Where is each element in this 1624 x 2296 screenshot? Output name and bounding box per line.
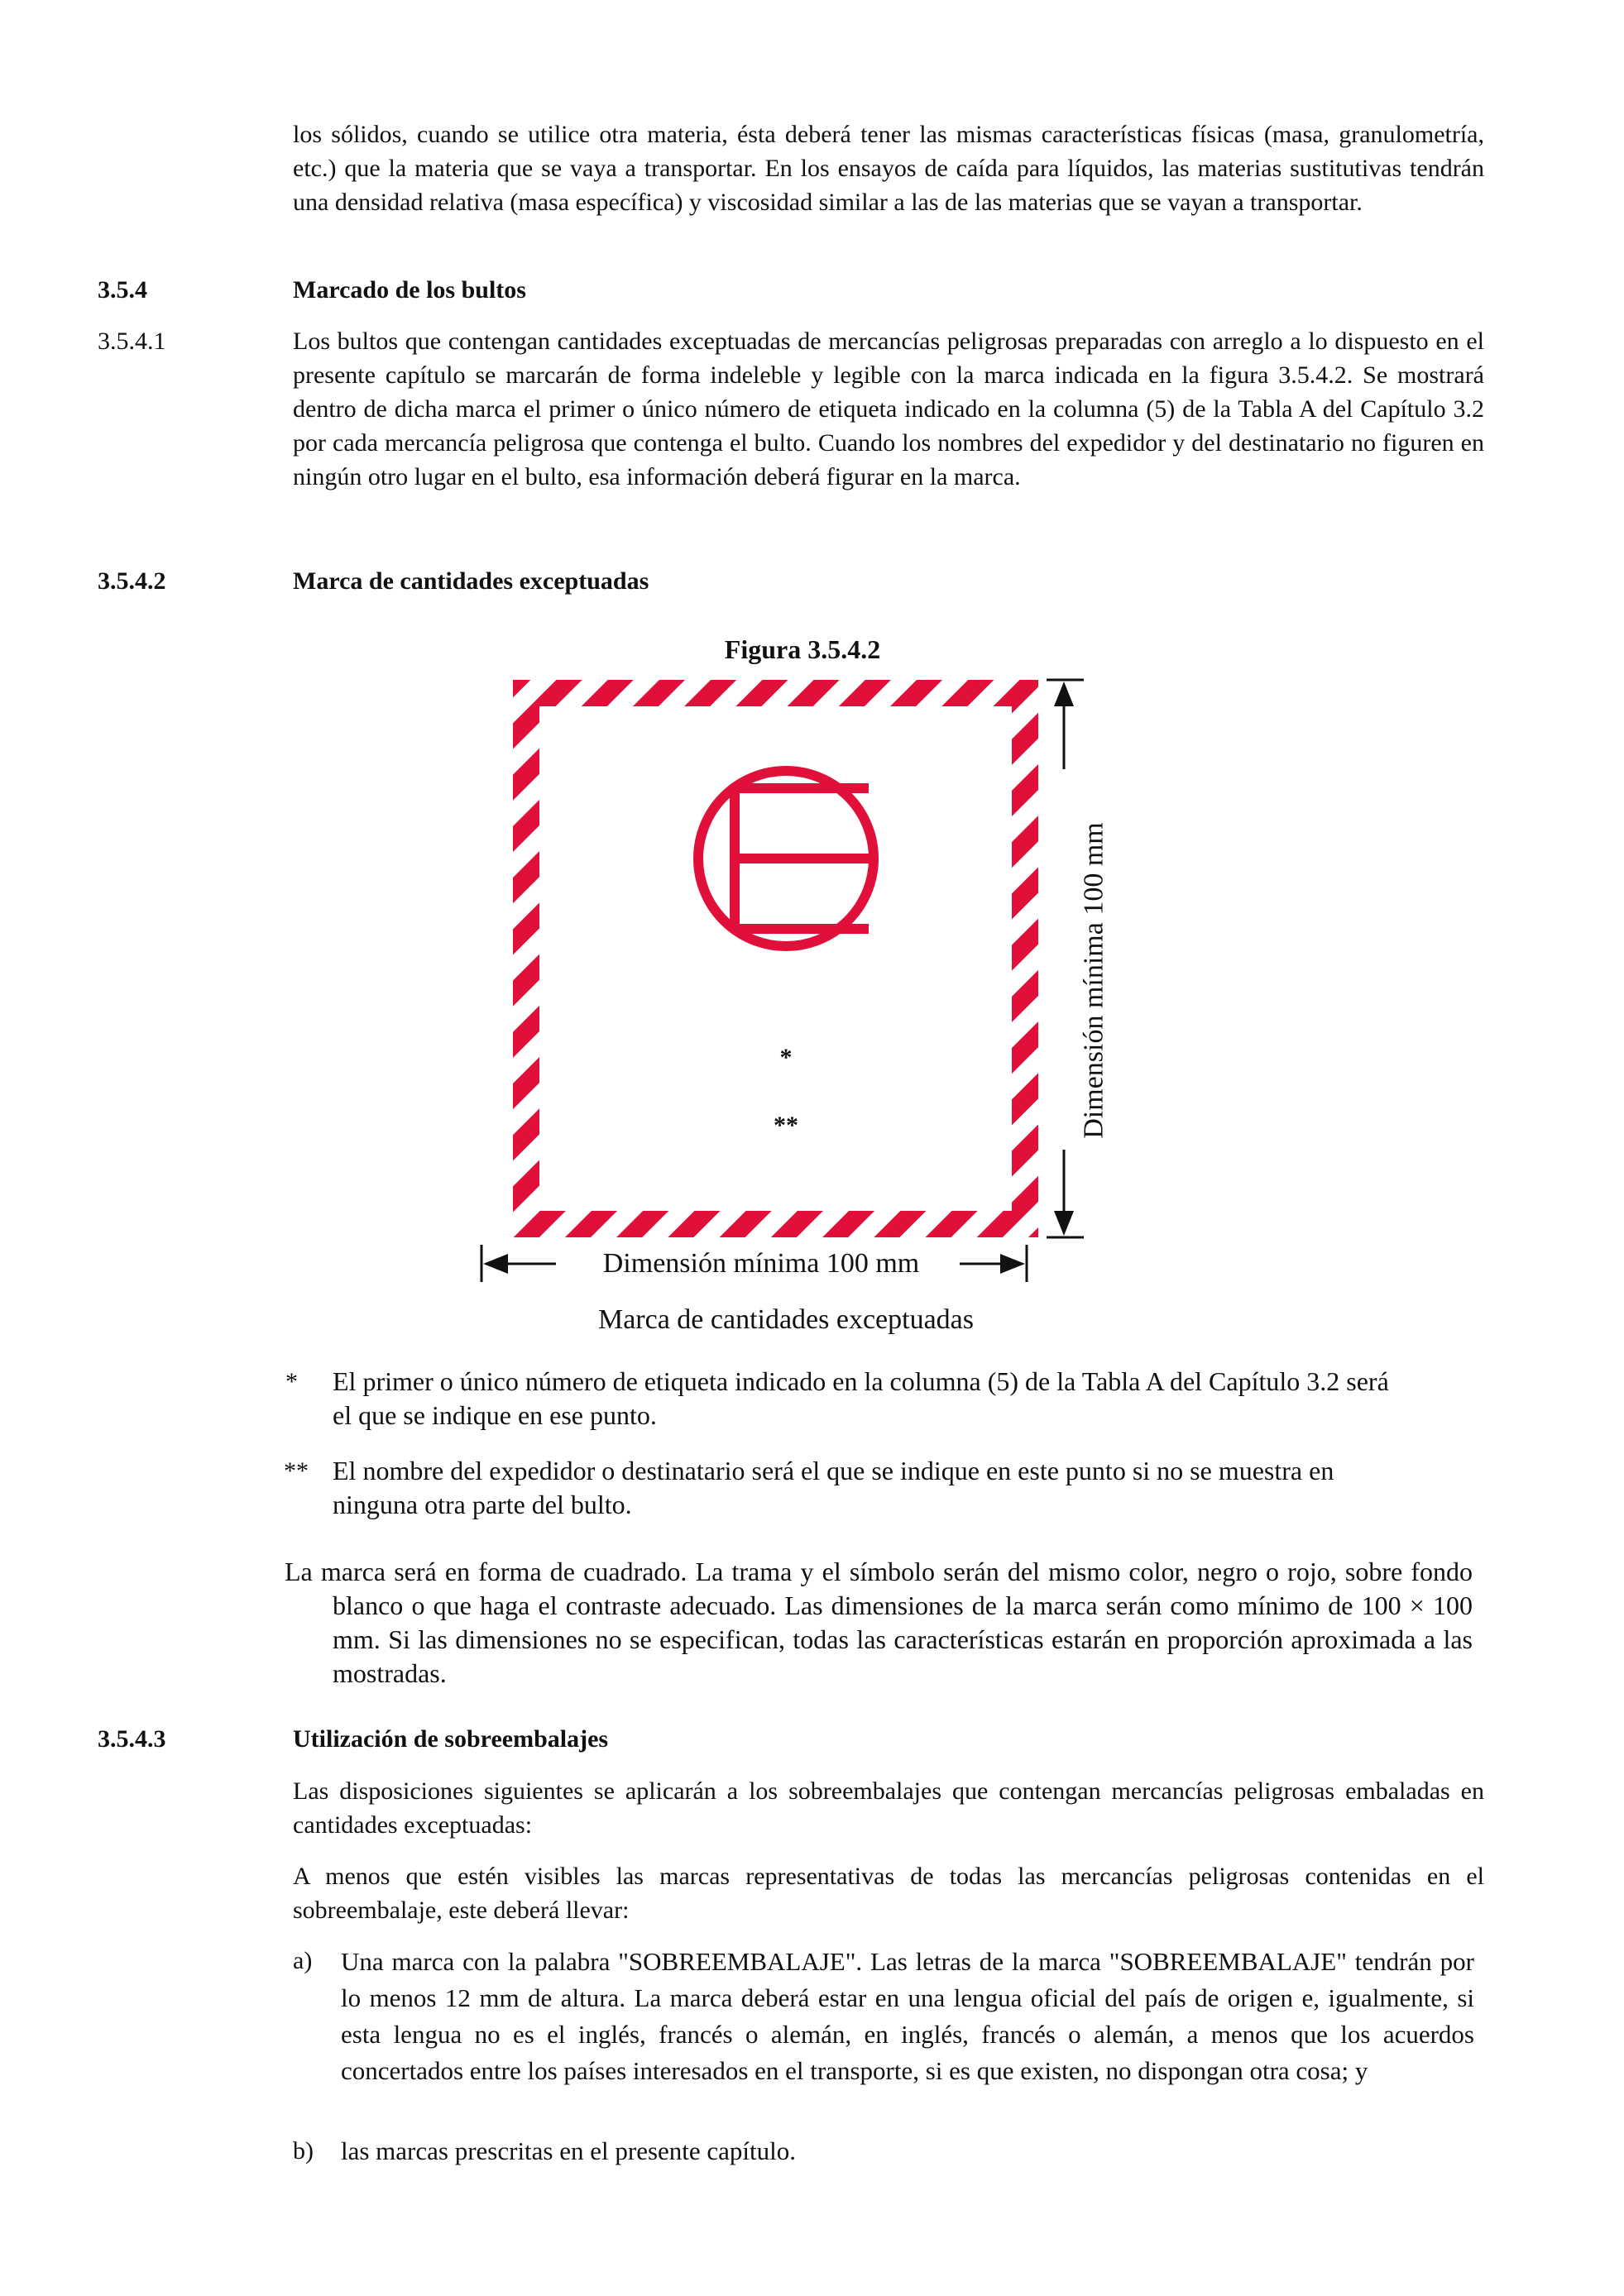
section-text-3-5-4-1: Los bultos que contengan cantidades exceptuadas de mercancías peligrosas preparadas con arreglo a lo dispuesto en el presente capítulo se marcarán de forma indeleble y legible con la marca indicada en la figura 3.5.4.2. Se mostrará dentro de dicha marca el primer o único número de etiqueta indicado en la columna (5) de la Tabla A del Capítulo 3.2 por cada mercancía peligrosa que contenga el bulto. Cuando los nombres del expedidor y del destinatario no figuren en ningún otro lugar en el bulto, esa información deberá figurar en la marca.: [293, 328, 1484, 490]
list-item-b-text: las marcas prescritas en el presente capítulo.: [341, 2136, 797, 2165]
overpack-paragraph-1: Las disposiciones siguientes se aplicarán a los sobreembalajes que contengan mercancías peligrosas embaladas en cantidades exceptuadas:: [293, 1777, 1484, 1839]
intro-paragraph: los sólidos, cuando se utilice otra materia, ésta deberá tener las mismas características físicas (masa, granulometría, etc.) que la materia que se vaya a transportar. En los ensayos de caída para líquidos, las materias sustitutivas tendrán una densidad relativa (masa específica) y viscosidad similar a las de las materias que se vayan a transportar.: [293, 121, 1484, 216]
section-title-3-5-4: Marcado de los bultos: [293, 276, 526, 304]
figure-caption: Marca de cantidades exceptuadas: [597, 1304, 975, 1335]
footnote-text-double: El nombre del expedidor o destinatario será el que se indique en este punto si no se muestra en ninguna otra parte del bulto.: [333, 1456, 1334, 1519]
section-title-3-5-4-2: Marca de cantidades exceptuadas: [293, 567, 649, 595]
dimension-label-vertical: Dimensión mínima 100 mm: [1078, 822, 1109, 1139]
footnote-mark-single: *: [285, 1368, 298, 1395]
section-number-3-5-4: 3.5.4: [98, 276, 147, 304]
section-title-3-5-4-3: Utilización de sobreembalajes: [293, 1725, 609, 1753]
list-item-a-text: Una marca con la palabra "SOBREEMBALAJE". Las letras de la marca "SOBREEMBALAJE" tendrán por lo menos 12 mm de altura. La marca deberá estar en una lengua oficial del país de origen e, igualmente, si esta lengua no es el inglés, francés o alemán, en inglés, francés o alemán, a menos que los acuerdos concertados entre los países interesados en el transporte, si es que existen, no dispongan otra cosa; y: [341, 1947, 1474, 2085]
section-number-3-5-4-2: 3.5.4.2: [98, 567, 166, 595]
footnote-text-single: El primer o único número de etiqueta indicado en la columna (5) de la Tabla A del Capítulo 3.2 será el que se indique en ese punto.: [333, 1366, 1389, 1430]
excepted-quantity-symbol: [698, 771, 874, 946]
list-item-a-mark: a): [293, 1947, 313, 1974]
section-number-3-5-4-3: 3.5.4.3: [98, 1725, 166, 1753]
mark-description: La marca será en forma de cuadrado. La trama y el símbolo serán del mismo color, negro o rojo, sobre fondo blanco o que haga el contraste adecuado. Las dimensiones de la marca serán como mínimo de 100 × 100 mm. Si las dimensiones no se especifican, todas las características estarán en proporción aproximada a las mostradas.: [285, 1557, 1473, 1688]
consignor-name-placeholder: **: [774, 1112, 798, 1139]
label-number-placeholder: *: [779, 1044, 793, 1071]
hatched-border: [513, 680, 1038, 1237]
section-number-3-5-4-1: 3.5.4.1: [98, 328, 166, 355]
overpack-paragraph-2: A menos que estén visibles las marcas representativas de todas las mercancías peligrosas contenidas en el sobreembalaje, este deberá llevar:: [293, 1863, 1484, 1924]
figure-title: Figura 3.5.4.2: [724, 634, 881, 664]
excepted-quantities-mark-figure: [463, 670, 1125, 1282]
list-item-b-mark: b): [293, 2137, 314, 2164]
dimension-label-horizontal: Dimensión mínima 100 mm: [602, 1248, 920, 1279]
footnote-mark-double: **: [284, 1457, 309, 1485]
